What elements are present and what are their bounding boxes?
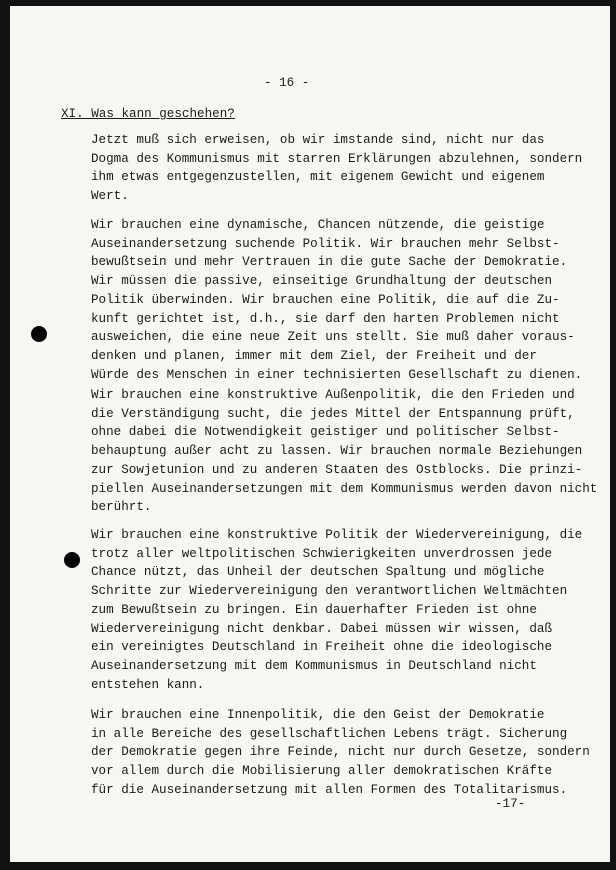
text-line: Wir brauchen eine konstruktive Außenpolitik, die den Frieden und xyxy=(91,388,575,402)
punch-hole-lower xyxy=(64,552,80,568)
text-line: behauptung außer acht zu lassen. Wir brauchen normale Beziehungen xyxy=(91,444,583,459)
text-line: Politik überwinden. Wir brauchen eine Politik, die auf die Zu- xyxy=(91,292,560,307)
text-line: bewußtsein und mehr Vertrauen in die gute Sache der Demokratie. xyxy=(91,255,568,270)
page-number: - 16 - xyxy=(264,76,310,90)
text-line: entstehen kann. xyxy=(91,677,205,692)
text-line: ausweichen, die eine neue Zeit uns stellt. Sie muß daher voraus- xyxy=(91,330,575,345)
text-line: in alle Bereiche des gesellschaftlichen Lebens trägt. Sicherung xyxy=(91,726,568,741)
text-line: piellen Auseinandersetzungen mit dem Kommunismus werden davon nicht xyxy=(91,481,598,496)
text-line: Dogma des Kommunismus mit starren Erklärungen abzulehnen, sondern xyxy=(91,151,583,166)
text-line: ein vereinigtes Deutschland in Freiheit ohne die ideologische xyxy=(91,640,553,655)
text-line: Auseinandersetzung mit dem Kommunismus in Deutschland nicht xyxy=(91,658,537,673)
text-line: Wir müssen die passive, einseitige Grundhaltung der deutschen xyxy=(91,274,553,289)
text-line: die Verständigung sucht, die jedes Mittel der Entspannung prüft, xyxy=(91,406,575,421)
text-line: kunft gerichtet ist, d.h., sie darf den harten Problemen nicht xyxy=(91,311,560,326)
text-line: zur Sowjetunion und zu anderen Staaten des Ostblocks. Die prinzi- xyxy=(91,462,583,477)
text-line: Wir brauchen eine Innenpolitik, die den Geist der Demokratie xyxy=(91,708,545,722)
text-line: ohne dabei die Notwendigkeit geistiger und politischer Selbst- xyxy=(91,425,560,440)
text-line: zum Bewußtsein zu bringen. Ein dauerhafter Frieden ist ohne xyxy=(91,602,537,617)
text-line: denken und planen, immer mit dem Ziel, der Freiheit und der xyxy=(91,348,537,363)
text-line: Auseinandersetzung suchende Politik. Wir brauchen mehr Selbst- xyxy=(91,236,560,251)
document-page xyxy=(10,6,610,862)
punch-hole-upper xyxy=(31,326,47,342)
text-line: trotz aller weltpolitischen Schwierigkeiten unverdrossen jede xyxy=(91,546,553,561)
text-line: Wert. xyxy=(91,189,129,204)
text-line: Wir brauchen eine konstruktive Politik der Wiedervereinigung, die xyxy=(91,528,583,542)
text-line: für die Auseinandersetzung mit allen Formen des Totalitarismus. xyxy=(91,782,568,797)
text-line: Würde des Menschen in einer technisierten Gesellschaft zu dienen. xyxy=(91,367,583,382)
text-line: der Demokratie gegen ihre Feinde, nicht nur durch Gesetze, sondern xyxy=(91,745,590,760)
text-line: Wiedervereinigung nicht denkbar. Dabei müssen wir wissen, daß xyxy=(91,621,553,636)
text-line: berührt. xyxy=(91,500,152,515)
text-line: Jetzt muß sich erweisen, ob wir imstande sind, nicht nur das xyxy=(91,133,545,147)
text-line: vor allem durch die Mobilisierung aller demokratischen Kräfte xyxy=(91,764,553,779)
text-line: Schritte zur Wiedervereinigung den verantwortlichen Weltmächten xyxy=(91,584,568,599)
text-line: Wir brauchen eine dynamische, Chancen nützende, die geistige xyxy=(91,218,545,232)
text-line: Chance nützt, das Unheil der deutschen Spaltung und mögliche xyxy=(91,565,545,580)
text-line: ihm etwas entgegenzustellen, mit eigenem Gewicht und eigenem xyxy=(91,170,545,185)
section-heading: XI. Was kann geschehen? xyxy=(61,107,235,121)
next-page-marker: -17- xyxy=(495,797,526,811)
